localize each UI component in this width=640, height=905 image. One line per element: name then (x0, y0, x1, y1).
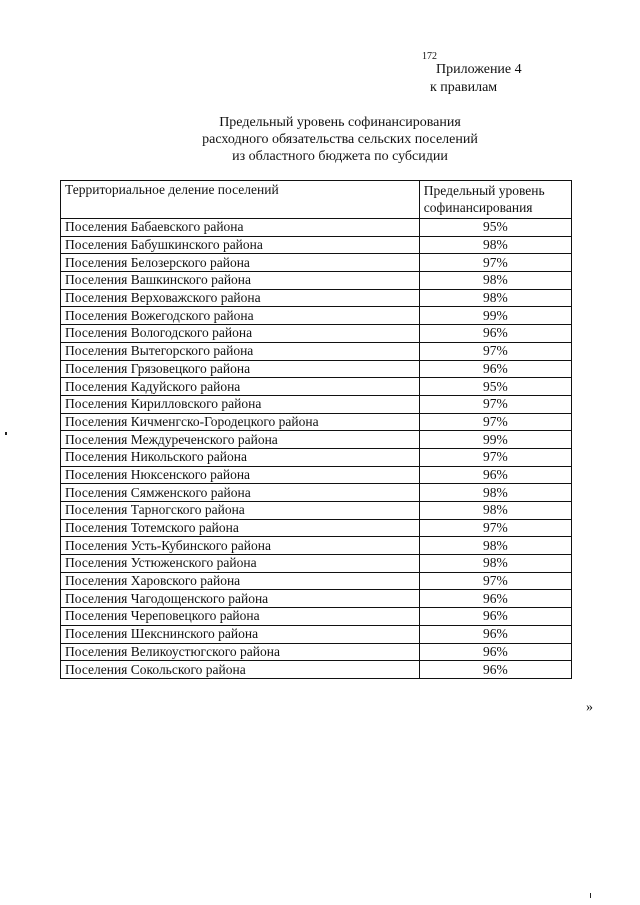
settlement-name: Поселения Белозерского района (61, 254, 420, 272)
cofinancing-percent: 97% (419, 413, 571, 431)
table-row (61, 413, 572, 431)
cofinancing-percent: 98% (419, 502, 571, 520)
settlement-name: Поселения Тарногского района (61, 502, 420, 520)
settlement-name: Поселения Кичменгско-Городецкого района (61, 413, 420, 431)
heading-line-2: расходного обязательства сельских поселений (202, 132, 478, 147)
settlement-name: Поселения Верховажского района (61, 289, 420, 307)
table-row (61, 519, 572, 537)
settlement-name: Поселения Сямженского района (61, 484, 420, 502)
table-row (61, 431, 572, 449)
table-row (61, 643, 572, 661)
heading-line-1: Предельный уровень софинансирования (219, 115, 461, 130)
table-row (61, 466, 572, 484)
settlement-name: Поселения Кадуйского района (61, 378, 420, 396)
appendix-line-2: к правилам (430, 80, 498, 95)
cofinancing-percent: 97% (419, 254, 571, 272)
settlement-name: Поселения Вашкинского района (61, 272, 420, 290)
table-body (61, 219, 572, 679)
settlement-name: Поселения Усть-Кубинского района (61, 537, 420, 555)
table-row (61, 219, 572, 237)
table-row (61, 448, 572, 466)
heading-line-3: из областного бюджета по субсидии (232, 149, 448, 164)
settlement-name: Поселения Устюженского района (61, 555, 420, 573)
table-row (61, 608, 572, 626)
cofinancing-percent: 96% (419, 643, 571, 661)
settlement-name: Поселения Великоустюгского района (61, 643, 420, 661)
table-row (61, 307, 572, 325)
page-number: 172 (422, 51, 437, 62)
cofinancing-percent: 98% (419, 272, 571, 290)
table-header-row (61, 181, 572, 219)
settlement-name: Поселения Вожегодского района (61, 307, 420, 325)
table-row (61, 555, 572, 573)
settlement-name: Поселения Бабаевского района (61, 219, 420, 237)
cofinancing-percent: 97% (419, 342, 571, 360)
settlement-name: Поселения Нюксенского района (61, 466, 420, 484)
cofinancing-percent: 97% (419, 519, 571, 537)
cofinancing-percent: 99% (419, 307, 571, 325)
scan-speck (590, 893, 591, 898)
table-row (61, 625, 572, 643)
table-row (61, 272, 572, 290)
cofinancing-percent: 95% (419, 219, 571, 237)
settlement-name: Поселения Междуреченского района (61, 431, 420, 449)
cofinancing-percent: 98% (419, 555, 571, 573)
settlement-name: Поселения Никольского района (61, 448, 420, 466)
appendix-label (410, 61, 540, 97)
settlement-name: Поселения Вытегорского района (61, 342, 420, 360)
cofinancing-percent: 97% (419, 572, 571, 590)
table-row (61, 395, 572, 413)
cofinancing-percent: 96% (419, 466, 571, 484)
settlement-name: Поселения Грязовецкого района (61, 360, 420, 378)
cofinancing-table (60, 180, 572, 679)
cofinancing-percent: 96% (419, 661, 571, 679)
settlement-name: Поселения Чагодощенского района (61, 590, 420, 608)
cofinancing-percent: 97% (419, 448, 571, 466)
settlement-name: Поселения Бабушкинского района (61, 236, 420, 254)
table-row (61, 484, 572, 502)
cofinancing-percent: 98% (419, 289, 571, 307)
settlement-name: Поселения Тотемского района (61, 519, 420, 537)
table-row (61, 661, 572, 679)
table-row (61, 360, 572, 378)
settlement-name: Поселения Харовского района (61, 572, 420, 590)
table-row (61, 289, 572, 307)
cofinancing-percent: 99% (419, 431, 571, 449)
cofinancing-percent: 98% (419, 236, 571, 254)
settlement-name: Поселения Кирилловского района (61, 395, 420, 413)
closing-quote-mark: » (586, 700, 593, 715)
scan-speck (5, 432, 7, 435)
settlement-name: Поселения Череповецкого района (61, 608, 420, 626)
settlement-name: Поселения Шекснинского района (61, 625, 420, 643)
settlement-name: Поселения Вологодского района (61, 325, 420, 343)
header-territorial-division: Территориальное деление поселений (61, 181, 420, 219)
cofinancing-percent: 95% (419, 378, 571, 396)
cofinancing-percent: 96% (419, 590, 571, 608)
cofinancing-percent: 98% (419, 537, 571, 555)
table-row (61, 572, 572, 590)
cofinancing-percent: 96% (419, 625, 571, 643)
cofinancing-percent: 96% (419, 325, 571, 343)
table-row (61, 378, 572, 396)
cofinancing-percent: 97% (419, 395, 571, 413)
table-row (61, 325, 572, 343)
cofinancing-percent: 96% (419, 360, 571, 378)
table-row (61, 236, 572, 254)
table-row (61, 342, 572, 360)
cofinancing-percent: 96% (419, 608, 571, 626)
table-row (61, 590, 572, 608)
appendix-line-1: Приложение 4 (436, 62, 522, 77)
table-row (61, 537, 572, 555)
table-row (61, 502, 572, 520)
settlement-name: Поселения Сокольского района (61, 661, 420, 679)
table-row (61, 254, 572, 272)
document-heading (170, 114, 510, 165)
header-cofinancing-level: Предельный уровень софинансирования (419, 181, 571, 219)
cofinancing-percent: 98% (419, 484, 571, 502)
